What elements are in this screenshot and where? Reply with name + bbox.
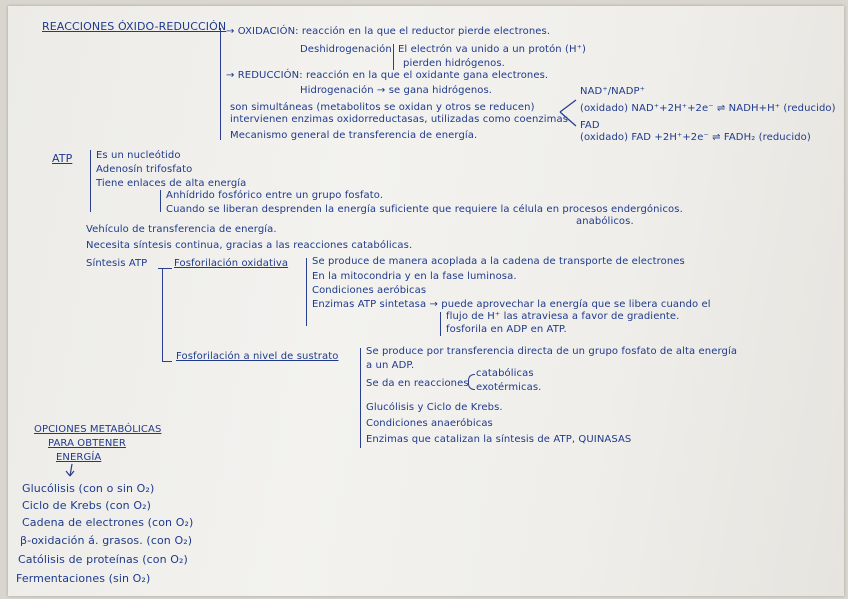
continuous-synthesis-line: Necesita síntesis continua, gracias a las reacciones catabólicas. [86,240,413,251]
anhydride-line: Anhídrido fosfórico entre un grupo fosfato. [166,190,384,201]
oxidative-label: Fosforilación oxidativa [174,258,289,269]
substrate-label: Fosforilación a nivel de sustrato [176,351,339,362]
mechanism-line: Mecanismo general de transferencia de energía. [230,130,478,141]
vehicle-line: Vehículo de transferencia de energía. [86,224,277,235]
substrate-item-5: Condiciones anaeróbicas [366,418,493,429]
substrate-item-4: Glucólisis y Ciclo de Krebs. [366,402,503,413]
redox-title: REACCIONES ÓXIDO-REDUCCIÓN [42,20,227,33]
dehydrogenation-label: Deshidrogenación [300,44,392,55]
bonds-line: Tiene enlaces de alta energía [96,178,247,189]
catabolic-label: catabólicas [476,368,534,379]
substrate-item-6: Enzimas que catalizan la síntesis de ATP, QUINASAS [366,434,632,445]
option-item: β-oxidación á. grasos. (con O₂) [20,534,193,547]
oxidation-line: → OXIDACIÓN: reacción en la que el reductor pierde electrones. [226,26,551,37]
oxidative-item-3: Condiciones aeróbicas [312,285,427,296]
simultaneous-line: son simultáneas (metabolitos se oxidan y otros se reducen) [230,102,535,113]
option-item: Cadena de electrones (con O₂) [22,516,194,529]
anabolic-label: anabólicos. [576,216,634,227]
oxidative-item-1: Se produce de manera acoplada a la cadena de transporte de electrones [312,256,685,267]
oxidative-item-2: En la mitocondria y en la fase luminosa. [312,271,517,282]
adenosine-line: Adenosín trifosfato [96,164,193,175]
nad-title: NAD⁺/NADP⁺ [580,86,645,97]
coenzyme-arrow [560,100,576,126]
electron-line: El electrón va unido a un protón (H⁺) [398,44,587,55]
hydrogenation-line: Hidrogenación → se gana hidrógenos. [300,85,493,96]
nad-equation: (oxidado) NAD⁺+2H⁺+2e⁻ ⇌ NADH+H⁺ (reducido) [580,103,836,114]
fad-equation: (oxidado) FAD +2H⁺+2e⁻ ⇌ FADH₂ (reducido) [580,132,811,143]
lose-hydrogens-line: pierden hidrógenos. [403,58,505,69]
oxidative-item-5: flujo de H⁺ las atraviesa a favor de gradiente. [446,311,680,322]
options-arrow [66,464,74,476]
options-title-2: PARA OBTENER [48,438,126,449]
exothermic-label: exotérmicas. [476,382,542,393]
enzymes-line: intervienen enzimas oxidorreductasas, utilizadas como coenzimas [230,114,569,125]
fad-title: FAD [580,120,600,131]
reduction-line: → REDUCCIÓN: reacción en la que el oxidante gana electrones. [226,70,549,81]
option-item: Católisis de proteínas (con O₂) [18,553,188,566]
notes-sheet [8,6,844,596]
release-line: Cuando se liberan desprenden la energía suficiente que requiere la célula en procesos endergónicos. [166,204,683,215]
option-item: Glucólisis (con o sin O₂) [22,482,155,495]
oxidative-item-6: fosforila en ADP en ATP. [446,324,567,335]
substrate-item-3: Se da en reacciones [366,378,469,389]
option-item: Fermentaciones (sin O₂) [16,572,151,585]
oxidative-item-4: Enzimas ATP sintetasa → puede aprovechar la energía que se libera cuando el [312,299,711,310]
nucleotide-line: Es un nucleótido [96,150,181,161]
substrate-item-2: a un ADP. [366,360,415,371]
hand-drawn-marks [8,6,844,596]
substrate-item-1: Se produce por transferencia directa de un grupo fosfato de alta energía [366,346,738,357]
option-item: Ciclo de Krebs (con O₂) [22,499,151,512]
atp-title: ATP [52,152,73,165]
options-title-1: OPCIONES METABÓLICAS [34,424,162,435]
options-title-3: ENERGÍA [56,452,102,463]
atp-synthesis-label: Síntesis ATP [86,258,148,269]
